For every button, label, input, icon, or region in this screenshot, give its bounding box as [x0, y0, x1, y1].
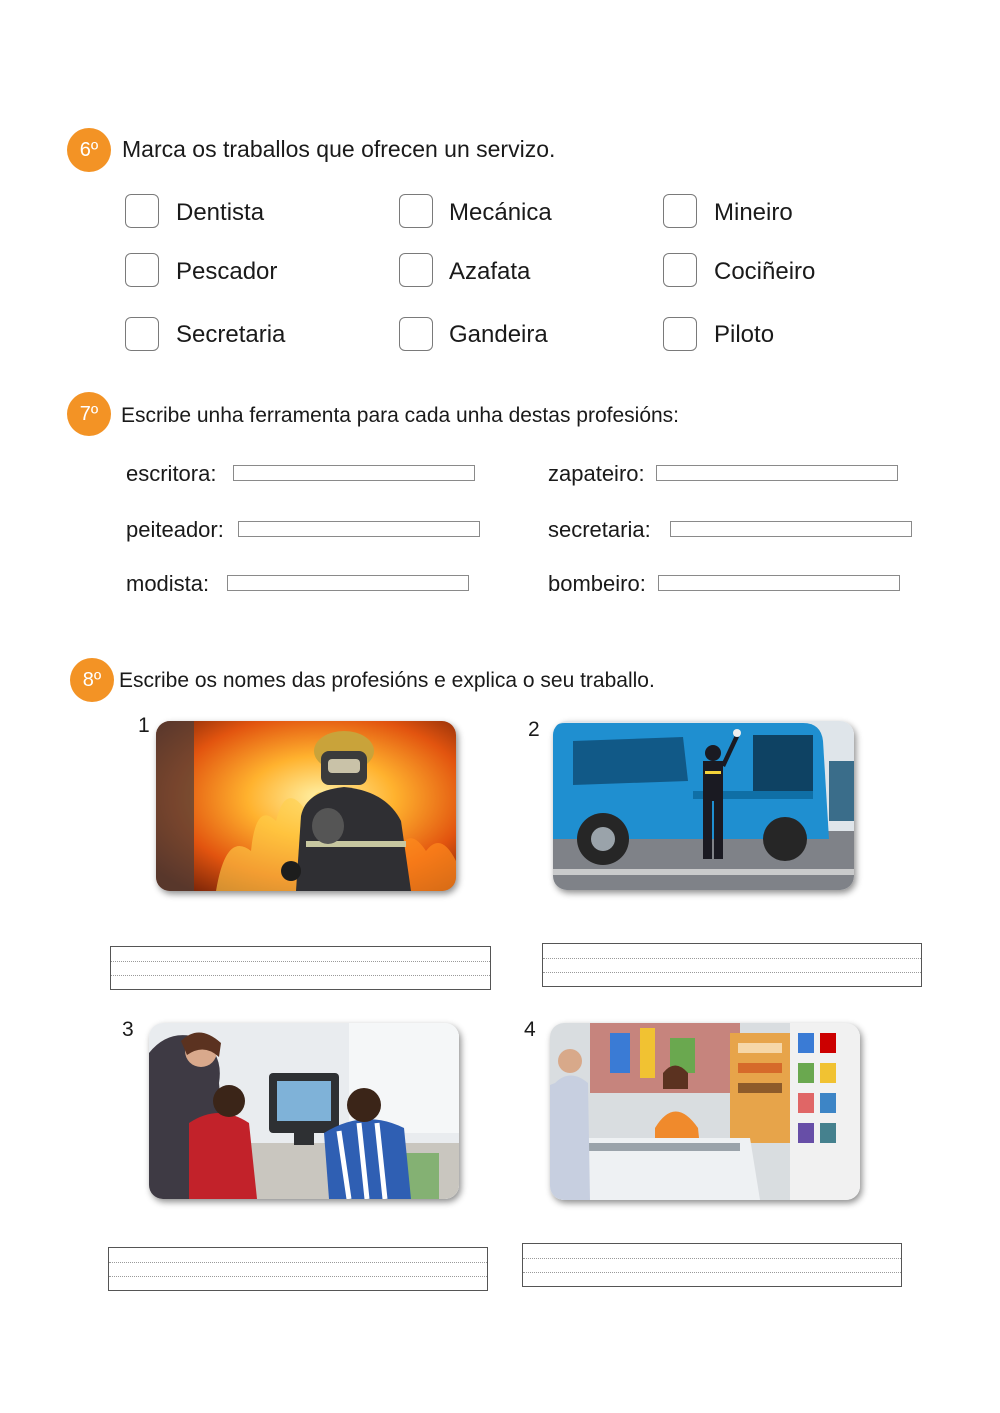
checkbox-gandeira[interactable] — [399, 317, 433, 351]
exercise-6-prompt: Marca os traballos que ofrecen un servizo. — [122, 136, 556, 162]
field-label-zapateiro: zapateiro: — [548, 461, 645, 486]
peiteador-input[interactable] — [238, 521, 480, 537]
checkbox-mecanica[interactable] — [399, 194, 433, 228]
checkbox-label-piloto: Piloto — [714, 321, 775, 348]
bombeiro-input[interactable] — [658, 575, 900, 591]
modista-input[interactable] — [227, 575, 469, 591]
teacher-classroom-photo — [149, 1023, 459, 1199]
checkbox-mineiro[interactable] — [663, 194, 697, 228]
checkbox-azafata[interactable] — [399, 253, 433, 287]
checkbox-label-pescador: Pescador — [176, 258, 278, 285]
traffic-police-photo — [553, 721, 854, 890]
answer-box-4[interactable] — [522, 1243, 902, 1287]
shop-assistant-photo — [550, 1023, 860, 1200]
checkbox-secretaria[interactable] — [125, 317, 159, 351]
checkbox-label-mecanica: Mecánica — [449, 199, 552, 226]
checkbox-label-azafata: Azafata — [449, 258, 531, 285]
checkbox-piloto[interactable] — [663, 317, 697, 351]
field-label-bombeiro: bombeiro: — [548, 571, 646, 596]
checkbox-label-gandeira: Gandeira — [449, 321, 548, 348]
exercise-7-prompt: Escribe unha ferramenta para cada unha destas profesións: — [121, 404, 680, 427]
checkbox-pescador[interactable] — [125, 253, 159, 287]
exercise-8-badge: 8º — [70, 658, 114, 702]
checkbox-dentista[interactable] — [125, 194, 159, 228]
checkbox-label-mineiro: Mineiro — [714, 199, 793, 226]
item-number-1: 1 — [138, 714, 150, 737]
checkbox-label-secretaria: Secretaria — [176, 321, 286, 348]
secretaria-input[interactable] — [670, 521, 912, 537]
field-label-escritora: escritora: — [126, 461, 217, 486]
answer-box-1[interactable] — [110, 946, 491, 990]
answer-box-2[interactable] — [542, 943, 922, 987]
item-number-3: 3 — [122, 1018, 134, 1041]
item-number-4: 4 — [524, 1018, 536, 1041]
answer-box-3[interactable] — [108, 1247, 488, 1291]
checkbox-cocineiro[interactable] — [663, 253, 697, 287]
firefighter-photo — [156, 721, 456, 891]
field-label-peiteador: peiteador: — [126, 517, 224, 542]
exercise-7-badge: 7º — [67, 392, 111, 436]
exercise-8-prompt: Escribe os nomes das profesións e explica o seu traballo. — [119, 669, 655, 692]
item-number-2: 2 — [528, 718, 540, 741]
escritora-input[interactable] — [233, 465, 475, 481]
field-label-secretaria: secretaria: — [548, 517, 651, 542]
checkbox-label-cocineiro: Cociñeiro — [714, 258, 816, 285]
field-label-modista: modista: — [126, 571, 210, 596]
checkbox-label-dentista: Dentista — [176, 199, 265, 226]
zapateiro-input[interactable] — [656, 465, 898, 481]
exercise-6-badge: 6º — [67, 128, 111, 172]
